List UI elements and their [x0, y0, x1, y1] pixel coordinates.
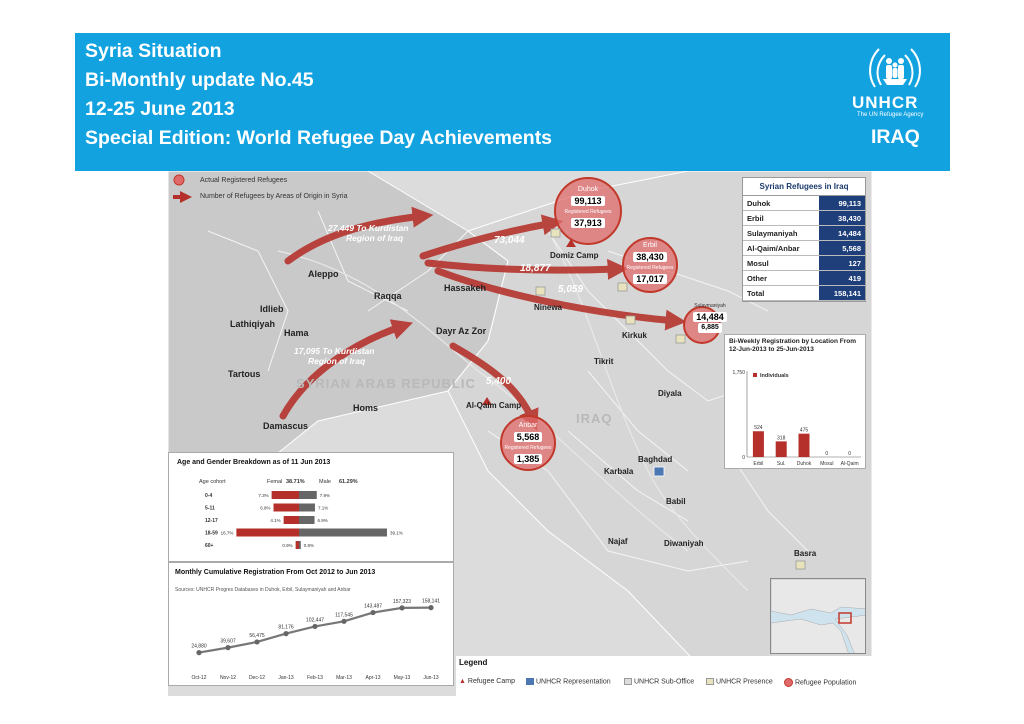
female-value-label: 4.1%: [270, 518, 281, 523]
place-homs: Homs: [353, 403, 379, 413]
male-bar: [299, 516, 315, 524]
cumulative-point: [225, 645, 230, 650]
col-male: Male: [319, 479, 331, 485]
table-cell-location: Mosul: [747, 259, 769, 268]
age-cohort-label: 5-11: [205, 505, 215, 512]
biweekly-chart: [724, 334, 866, 469]
legend-actual-refugees: Actual Registered Refugees: [200, 177, 288, 184]
circle-anbar: [502, 421, 554, 465]
table-cell-location: Al-Qaim/Anbar: [747, 244, 800, 253]
table-cell-count: 158,141: [819, 286, 865, 300]
biweekly-plot: [725, 335, 867, 470]
female-value-label: 7.3%: [258, 493, 269, 498]
table-cell-count: 14,484: [819, 226, 865, 240]
table-cell-location: Other: [747, 274, 768, 283]
place-lathiqiyah: Lathiqiyah: [230, 319, 276, 329]
legend-swatch: [753, 373, 757, 377]
x-tick-label: Dec-12: [248, 675, 266, 681]
x-tick-label: Mosul: [820, 461, 834, 467]
header-update: Bi-Monthly update No.45: [85, 69, 314, 91]
refugee-camp-icon: ▲: [459, 678, 466, 685]
circle-sulay-name: Sulaymaniyah: [694, 303, 726, 309]
point-value-label: 158,141: [421, 598, 441, 605]
arrow-label-aleppo-dest: Region of Iraq: [346, 233, 404, 243]
female-bar: [274, 504, 300, 512]
place-dayr-az-zor: Dayr Az Zor: [436, 326, 487, 336]
table-cell-count: 5,568: [819, 241, 865, 255]
female-value-label: 0.9%: [282, 543, 293, 548]
circle-anbar-registered: 1,385: [514, 454, 543, 464]
point-value-label: 143,487: [363, 603, 383, 610]
bar-value-label: 524: [754, 425, 763, 432]
place-damascus: Damascus: [263, 421, 309, 431]
map-legend-bottom: [456, 656, 872, 696]
cumulative-point: [370, 610, 375, 615]
point-value-label: 157,323: [392, 598, 412, 605]
circle-anbar-total: 5,568: [514, 432, 543, 442]
table-cell-location: Erbil: [747, 214, 764, 223]
x-tick-label: Feb-13: [307, 675, 323, 681]
age-plot: [169, 453, 455, 563]
inset-map-shapes: [771, 579, 866, 654]
male-value-label: 39.1%: [389, 530, 403, 536]
country-label: IRAQ: [871, 126, 920, 148]
bar-value-label: 318: [777, 435, 786, 442]
point-value-label: 39,607: [220, 638, 236, 645]
table-row: [743, 211, 865, 226]
cumulative-point: [341, 619, 346, 624]
cumulative-line: [199, 608, 431, 653]
circle-duhok-total: 99,113: [571, 196, 604, 206]
arrow-label-aleppo: [328, 223, 408, 243]
arrow-label-duhok: 73,044: [494, 235, 525, 246]
point-value-label: 102,447: [305, 617, 325, 624]
age-cohort-label: 60+: [205, 543, 214, 549]
bar-sul: [776, 441, 787, 457]
male-value-label: 7.1%: [317, 505, 329, 511]
table-rows: [743, 196, 865, 301]
table-row: [743, 256, 865, 271]
header-dates: 12-25 June 2013: [85, 98, 235, 120]
sub-office-icon: [624, 678, 632, 685]
male-value-label: 0.8%: [303, 543, 315, 548]
legend-rep-label: UNHCR Representation: [535, 678, 611, 686]
cum-plot: [169, 563, 455, 687]
map-legend: [172, 173, 347, 205]
circle-erbil-name: Erbil: [642, 242, 657, 249]
female-bar: [236, 529, 299, 537]
table-cell-location: Duhok: [747, 199, 771, 208]
arrow-label-aleppo-value: 27,449 To Kurdistan: [328, 223, 409, 233]
place-aleppo: Aleppo: [308, 269, 339, 279]
col-cohort: Age cohort: [199, 479, 226, 485]
circle-erbil-registered: 17,017: [633, 274, 667, 284]
bar-value-label: 475: [799, 427, 809, 434]
circle-sulay-registered: 6,885: [698, 323, 722, 333]
x-tick-label: Al-Qaim: [840, 461, 859, 467]
circle-erbil: [626, 241, 674, 285]
point-value-label: 81,176: [278, 624, 294, 631]
legend-title: Legend: [459, 658, 488, 667]
age-gender-chart: [168, 452, 454, 562]
place-karbala: Karbala: [604, 467, 634, 476]
x-tick-label: Jan-13: [278, 675, 294, 681]
legend-camp-label: Refugee Camp: [467, 678, 515, 685]
cumulative-point: [312, 624, 317, 629]
female-value-label: 6.8%: [260, 505, 271, 511]
legend-sub-office: [624, 678, 694, 685]
legend-label: Individuals: [760, 373, 789, 379]
bar-value-label: 0: [848, 451, 851, 457]
place-hama: Hama: [284, 328, 309, 338]
bar-erbil: [753, 431, 764, 457]
cumulative-point: [399, 605, 404, 610]
female-bar: [296, 541, 299, 549]
age-cohort-label: 12-17: [205, 518, 218, 524]
cumulative-point: [283, 631, 288, 636]
arrow-label-damascus: [294, 346, 374, 366]
age-title: Age and Gender Breakdown as of 11 Jun 2013: [177, 459, 331, 466]
cumulative-point: [254, 639, 259, 644]
representation-icon: [526, 678, 534, 685]
arrow-label-damascus-value: 17,095 To Kurdistan: [294, 346, 375, 356]
circle-duhok: [560, 185, 616, 229]
place-babil: Babil: [666, 497, 686, 506]
place-tartous: Tartous: [228, 369, 261, 379]
table-cell-count: 127: [819, 256, 865, 270]
legend-representation: [526, 678, 611, 685]
male-bar: [299, 491, 317, 499]
point-value-label: 24,880: [191, 643, 207, 650]
cumulative-point: [196, 650, 201, 655]
header-title: Syria Situation: [85, 40, 222, 62]
biweekly-title: Bi-Weekly Registration by Location From 12-Jun-2013 to 25-Jun-2013: [729, 338, 857, 353]
male-bar: [299, 504, 315, 512]
table-row: [743, 196, 865, 211]
point-value-label: 117,545: [335, 612, 353, 619]
y-tick-max: 1,750: [732, 370, 745, 376]
legend-suboffice-label: UNHCR Sub-Office: [633, 678, 695, 686]
syrian-refugees-table: [742, 177, 866, 302]
legend-presence-label: UNHCR Presence: [715, 678, 773, 686]
age-cohort-label: 0-4: [205, 493, 213, 499]
table-title: Syrian Refugees in Iraq: [743, 178, 865, 196]
female-value-label: 16.7%: [220, 530, 234, 536]
arrow-label-sulay: 5,059: [558, 284, 584, 295]
age-cohort-label: 18-59: [205, 530, 218, 537]
place-idlieb: Idlieb: [260, 304, 284, 314]
table-cell-count: 99,113: [819, 196, 865, 210]
x-tick-label: Duhok: [796, 461, 812, 467]
x-tick-label: Oct-12: [191, 675, 207, 681]
table-row: [743, 286, 865, 301]
circle-sulaymaniyah: [676, 301, 744, 334]
population-circle-icon: [784, 678, 793, 687]
place-kirkuk: Kirkuk: [622, 331, 647, 340]
bar-value-label: 0: [825, 451, 829, 457]
cum-title: Monthly Cumulative Registration From Oct 2012 to Jun 2013: [175, 569, 376, 576]
table-row: [743, 271, 865, 286]
male-bar: [299, 529, 387, 537]
place-domiz-camp: Domiz Camp: [550, 251, 599, 260]
table-row: [743, 241, 865, 256]
place-ninewa: Ninewa: [534, 303, 563, 312]
circle-duhok-name: Duhok: [577, 186, 599, 193]
cum-source: Sources: UNHCR Progres Databases in Duhok, Erbil, Sulaymaniyah and Anbar: [175, 587, 351, 593]
circle-erbil-total: 38,430: [633, 252, 667, 262]
cumulative-point: [428, 605, 433, 610]
circle-sulay-total: 14,484: [693, 312, 727, 322]
female-bar: [272, 491, 299, 499]
circle-anbar-name: Anbar: [518, 422, 538, 429]
place-diyala: Diyala: [658, 389, 682, 398]
female-total: 38.71%: [286, 479, 305, 485]
table-cell-count: 419: [819, 271, 865, 285]
x-tick-label: Mar-13: [336, 675, 352, 681]
arrow-label-damascus-dest: Region of Iraq: [308, 356, 366, 366]
x-tick-label: Nov-12: [219, 675, 237, 681]
place-baghdad: Baghdad: [638, 455, 673, 464]
legend-population: [784, 678, 856, 687]
x-tick-label: May-13: [393, 675, 411, 681]
arrow-label-anbar: 5,400: [486, 376, 512, 387]
cumulative-chart: [168, 562, 454, 686]
legend-refugee-camp: [459, 678, 515, 685]
col-female: Femal: [267, 479, 283, 485]
y-tick-min: 0: [742, 455, 745, 461]
female-bar: [284, 516, 299, 524]
point-value-label: 56,475: [249, 632, 265, 639]
circle-duhok-registered: 37,913: [571, 218, 605, 228]
male-total: 61.29%: [339, 479, 358, 485]
place-tikrit: Tikrit: [594, 357, 614, 366]
header-banner: [75, 33, 950, 171]
iraq-label: IRAQ: [576, 411, 613, 426]
place-raqqa: Raqqa: [374, 291, 402, 301]
table-cell-count: 38,430: [819, 211, 865, 225]
male-bar: [299, 541, 301, 549]
table-cell-location: Total: [747, 289, 765, 298]
legend-population-label: Refugee Population: [794, 679, 857, 687]
x-tick-label: Apr-13: [365, 675, 381, 681]
x-tick-label: Jun-13: [423, 675, 439, 681]
legend-presence: [706, 678, 773, 685]
place-hassakeh: Hassakeh: [444, 283, 487, 293]
x-tick-label: Erbil: [753, 461, 764, 467]
org-name: UNHCR: [852, 93, 919, 112]
org-tagline: The UN Refugee Agency: [857, 112, 924, 118]
presence-icon: [706, 678, 714, 685]
place-basra: Basra: [794, 549, 817, 558]
table-cell-location: Sulaymaniyah: [747, 229, 798, 238]
circle-duhok-sub: Registered Refugees: [564, 209, 612, 215]
male-value-label: 6.9%: [317, 518, 328, 523]
syria-label: SYRIAN ARAB REPUBLIC: [296, 376, 476, 391]
x-tick-label: Sul.: [776, 461, 786, 467]
circle-anbar-sub: Registered Refugees: [504, 445, 552, 451]
place-alqaim-camp: Al-Qaim Camp: [466, 401, 522, 410]
circle-erbil-sub: Registered Refugees: [626, 265, 674, 271]
male-value-label: 7.9%: [319, 493, 331, 498]
bar-duhok: [799, 434, 810, 457]
place-diwaniyah: Diwaniyah: [664, 539, 704, 548]
place-najaf: Najaf: [608, 537, 628, 546]
header-edition: Special Edition: World Refugee Day Achievements: [85, 127, 553, 149]
arrow-label-erbil: 18,877: [520, 263, 551, 274]
legend-origin-arrows: Number of Refugees by Areas of Origin in Syria: [200, 193, 348, 200]
table-row: [743, 226, 865, 241]
inset-map: [770, 578, 866, 654]
